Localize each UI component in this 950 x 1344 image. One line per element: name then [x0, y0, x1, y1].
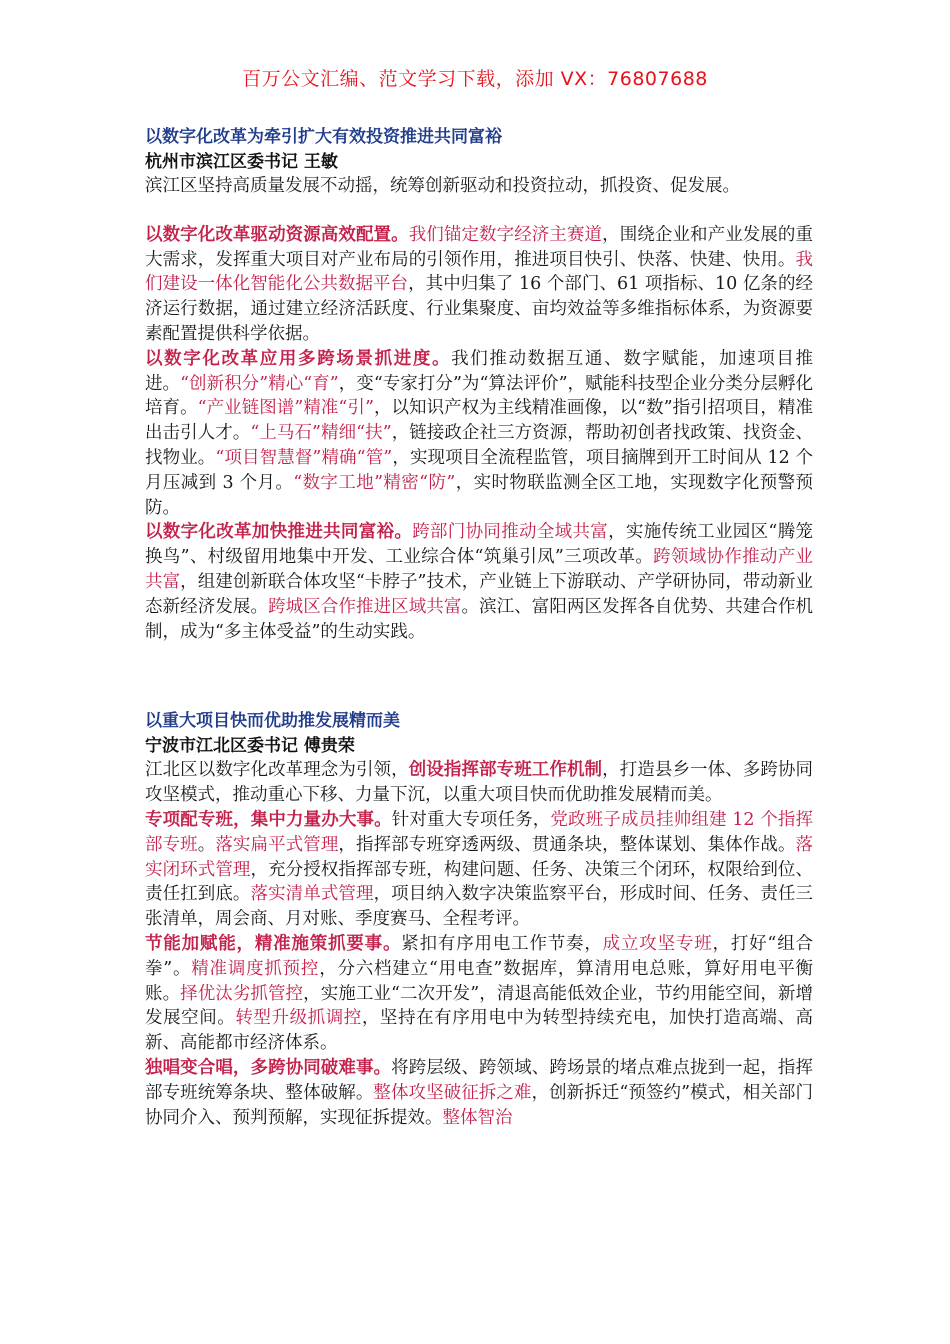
highlight-text: 转型升级抓调控 [235, 1008, 362, 1029]
body-text: ，链接政企社三方资源，帮助初创者找政策、找资金、找物业。 [145, 423, 813, 468]
highlight-text: 精准调度抓预控 [191, 958, 320, 979]
paragraph-heading: 以数字化改革驱动资源高效配置。 [145, 224, 409, 245]
highlight-text: 整体智治 [442, 1107, 513, 1128]
highlight-text: 落实扁平式管理 [215, 834, 339, 855]
highlight-text: 跨城区合作推进区域共富 [268, 596, 462, 617]
article-author: 杭州市滨江区委书记 王敏 [145, 152, 338, 172]
highlight-text: 整体攻坚破征拆之难 [373, 1082, 532, 1103]
paragraph [145, 808, 813, 932]
paragraph [145, 223, 813, 347]
body-text: ，打造县乡一体、多跨协同攻坚模式，推动重心下移、力量下沉，以重大项目快而优助推发展精而美。 [145, 760, 814, 806]
body-text: ，变“专家打分”为“算法评价”，赋能科技型企业分类分层孵化培育。 [145, 373, 813, 419]
highlight-text: “创新积分”精心“育” [180, 373, 339, 394]
body-text: ，组建创新联合体攻坚“卡脖子”技术，产业链上下游联动、产学研协同，带动新业态新经济发展。 [145, 571, 814, 617]
article-intro: 滨江区坚持高质量发展不动摇，统筹创新驱动和投资拉动，抓投资、促发展。 [145, 176, 740, 196]
body-text: 针对重大专项任务， [391, 809, 551, 830]
highlight-text: 落实闭环式管理 [145, 834, 814, 880]
highlight-text: “产业链图谱”精准“引” [197, 398, 374, 419]
paragraph [145, 520, 813, 644]
document-body [145, 124, 813, 1130]
highlight-text: 跨部门协同推动全域共富 [412, 522, 609, 543]
paragraph-heading: 独唱变合唱，多跨协同破难事。 [145, 1057, 392, 1078]
paragraph-heading: 以数字化改革应用多跨场景抓进度。 [145, 348, 452, 369]
highlight-text: 我们锚定数字经济主赛道 [408, 224, 603, 245]
body-text: 江北区以数字化改革理念为引领， [145, 760, 409, 781]
paragraph-heading: 专项配专班，集中力量办大事。 [145, 809, 392, 830]
highlight-text: 党政班子成员挂帅组建 12 个指挥部专班 [145, 809, 814, 855]
highlight-text: 我们建设一体化智能化公共数据平台 [145, 249, 813, 295]
paragraph [145, 1056, 813, 1130]
promo-banner: 百万公文汇编、范文学习下载，添加 VX：76807688 [242, 68, 708, 90]
highlight-text: “数字工地”精密“防” [293, 472, 456, 493]
body-text: ，打好“组合拳”。 [145, 933, 813, 979]
article-author: 宁波市江北区委书记 傅贵荣 [145, 736, 355, 757]
article-2 [145, 708, 813, 1130]
body-text: ，实现项目全流程监管，项目摘牌到开工时间从 12 个月压减到 3 个月。 [145, 447, 813, 493]
body-text: ，创新拆迁“预签约”模式，相关部门协同介入、预判预解，实现征拆提效。 [145, 1082, 813, 1128]
highlight-text: 跨领域协作推动产业共富 [145, 547, 814, 592]
body-text: 将跨层级、跨领域、跨场景的堵点难点拢到一起，指挥部专班统筹条块、整体破解。 [145, 1057, 814, 1103]
paragraph [145, 932, 813, 1056]
body-text: ，实施工业“二次开发”，清退高能低效企业，节约用能空间，新增发展空间。 [145, 983, 813, 1029]
body-text: 。 [197, 834, 216, 855]
paragraph [145, 347, 813, 521]
body-text: 紧扣有序用电工作节奏， [401, 933, 603, 954]
body-text: ，指挥部专班穿透两级、贯通条块，整体谋划、集体作战。 [338, 834, 796, 855]
article-intro [145, 758, 813, 808]
paragraph-heading: 节能加赋能，精准施策抓要事。 [145, 933, 402, 954]
body-text: 我们推动数据互通、数字赋能，加速项目推进。 [145, 348, 814, 394]
highlight-text: “上马石”精细“扶” [250, 423, 392, 444]
body-text: 。滨江、富阳两区发挥各自优势、共建合作机制，成为“多主体受益”的生动实践。 [145, 596, 814, 642]
article-title: 以数字化改革为牵引扩大有效投资推进共同富裕 [145, 127, 502, 147]
body-text: ，围绕企业和产业发展的重大需求，发挥重大项目对产业布局的引领作用，推进项目快引、快落、快建、快用。 [145, 224, 814, 270]
highlight-text: 落实清单式管理 [250, 884, 374, 905]
highlight-bold-text: 创设指挥部专班工作机制 [408, 760, 603, 781]
article-title: 以重大项目快而优助推发展精而美 [145, 711, 400, 732]
body-text: ，其中归集了 16 个部门、61 项指标、10 亿条的经济运行数据，通过建立经济活跃度、行业集聚度、亩均效益等多维指标体系，为资源要素配置提供科学依据。 [145, 274, 814, 344]
body-text: ，实施传统工业园区“腾笼换鸟”、村级留用地集中开发、工业综合体“筑巢引凤”三项改革。 [145, 522, 814, 568]
body-text: ，充分授权指挥部专班，构建问题、任务、决策三个闭环，权限给到位、责任扛到底。 [145, 859, 814, 905]
article-1 [145, 124, 813, 644]
body-text: ，以知识产权为主线精准画像，以“数”指引招项目，精准出击引人才。 [145, 398, 813, 444]
body-text: ，实时物联监测全区工地，实现数字化预警预防。 [145, 472, 814, 518]
body-text: ，分六档建立“用电查”数据库，算清用电总账，算好用电平衡账。 [145, 958, 813, 1004]
highlight-text: “项目智慧督”精确“管” [215, 447, 393, 468]
paragraph-heading: 以数字化改革加快推进共同富裕。 [145, 522, 413, 543]
highlight-text: 成立攻坚专班 [602, 933, 713, 954]
body-text: ，坚持在有序用电中为转型持续充电，加快打造高端、高新、高能都市经济体系。 [145, 1008, 814, 1054]
highlight-text: 择优汰劣抓管控 [180, 983, 304, 1004]
body-text: ，项目纳入数字决策监察平台，形成时间、任务、责任三张清单，周会商、月对账、季度赛马、全程考评。 [145, 884, 814, 930]
